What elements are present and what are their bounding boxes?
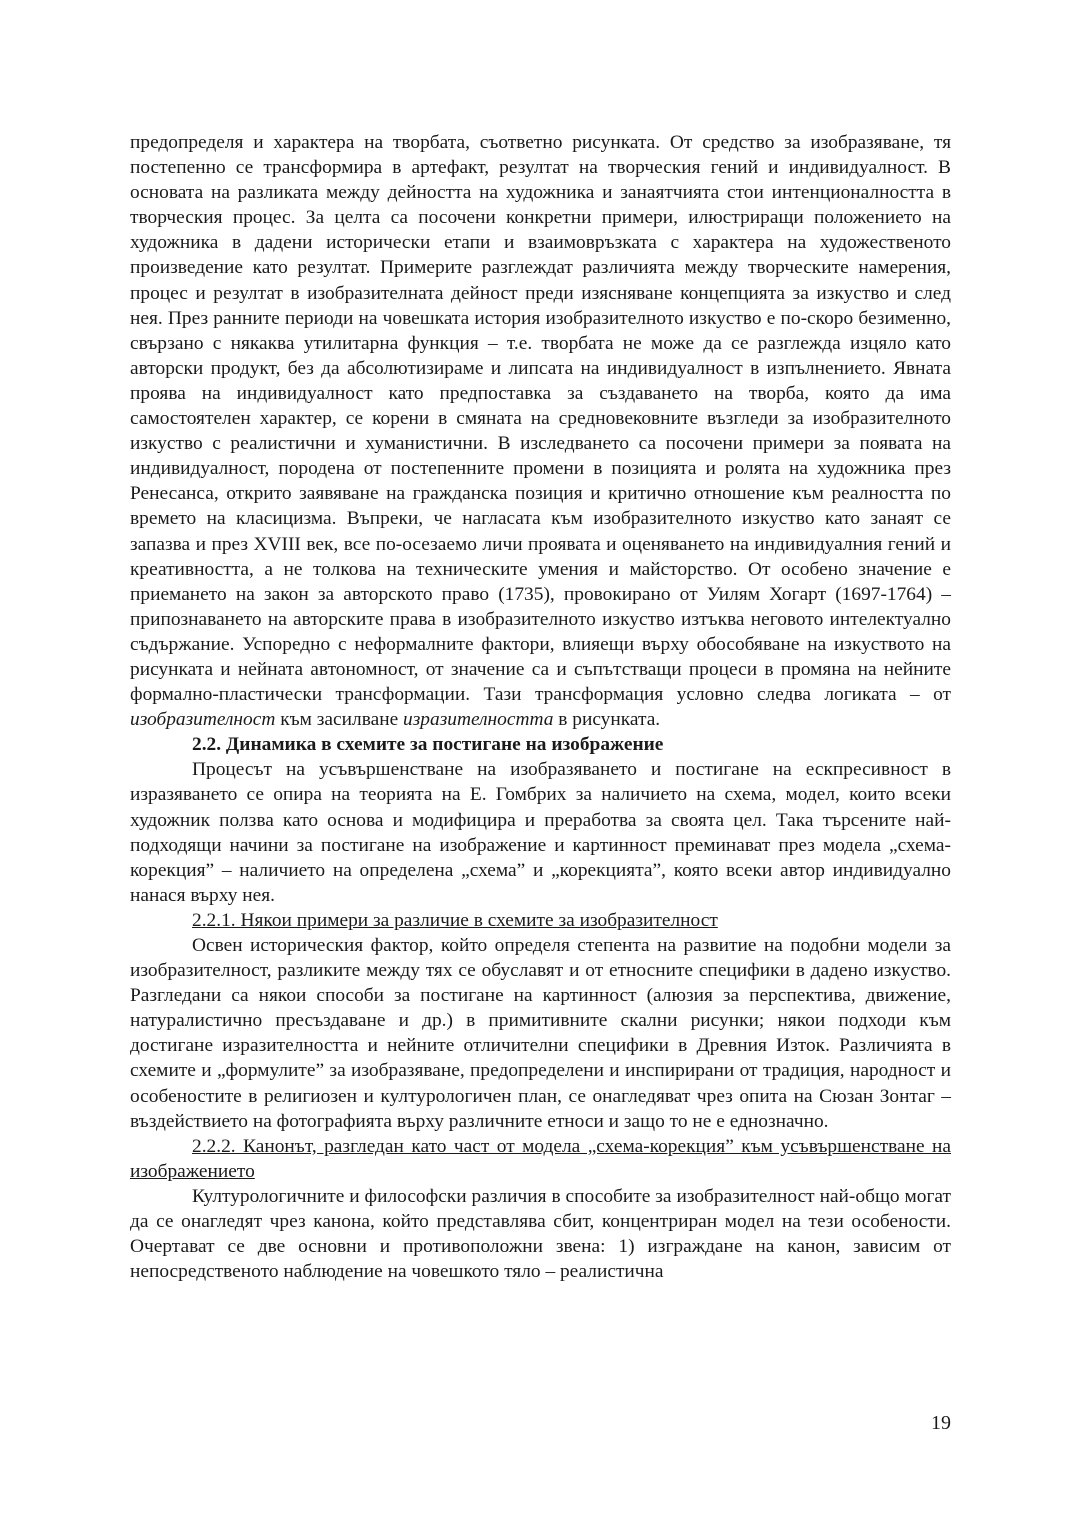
- paragraph-3: Освен историческия фактор, който определя степента на развитие на подобни модели за изобразителност, разликите между тях се обуславят и от етносните специфики в дадено изкуство. Разгледани са някои способи за постигане на картинност (алюзия за перспектива, движение, натуралистично пресъздаване и др.) в примитивните скални рисунки; някои подходи към достигане изразителността и нейните отличителни специфики в Древния Изток. Различията в схемите и „формулите” за изобразяване, предопределени и инспирирани от традиция, народност и особеностите в религиозен и културологичен план, се онагледяват чрез опита на Сюзан Зонтаг – въздействието на фотографията върху различните етноси и защо то не е еднозначно.: [130, 935, 951, 1132]
- page-number: 19: [931, 1412, 951, 1434]
- paragraph-1: предопределя и характера на творбата, съответно рисунката. От средство за изобразяване, тя постепенно се трансформира в артефакт, резултат на творческия гений и индивидуалност. В основата на разликата между дейността на художника и занаятчията стои интенционалността в творческия процес. За целта са посочени конкретни примери, илюстриращи положението на художника в дадени исторически етапи и взаимовръзката с характера на художественото произведение като резултат. Примерите разглеждат различията между творческите намерения, процес и резултат в изобразителната дейност преди изясняване концепцията за изкуство и след нея. През ранните периоди на човешката история изобразителното изкуство е по-скоро безименно, свързано с някаква утилитарна функция – т.е. творбата не може да се разглежда изцяло като авторски продукт, без да абсолютизираме и липсата на индивидуалност в изпълнението. Явната проява на индивидуалност като предпоставка за създаването на творба, която да има самостоятелен характер, се корени в смяната на средновековните възгледи за изобразителното изкуство с реалистични и хуманистични. В изследването са посочени примери за появата на индивидуалност, породена от постепенните промени в позицията и ролята на художника през Ренесанса, открито заявяване на гражданска позиция и критично отношение към реалността по времето на класицизма. Въпреки, че нагласата към изобразителното изкуство като занаят се запазва и през XVIII век, все по-осезаемо личи проявата и оценяването на индивидуалния гений и креативността, а не толкова на техническите умения и майсторство. От особено значение е приемането на закон за авторското право (1735), провокирано от Уилям Хогарт (1697-1764) – припознаването на авторските права в изобразителното изкуство изтъква неговото интелектуално съдържание. Успоредно с неформалните фактори, влияещи върху обособяване на изкуството на рисунката и нейната автономност, от значение са и съпътстващи процеси в промяна на нейните формално-пластически трансформации. Тази трансформация условно следва логиката – от изобразителност към засилване изразителността в рисунката.: [130, 132, 951, 731]
- subsection-heading-2-2-1: 2.2.1. Някои примери за различие в схемите за изобразителност: [192, 909, 718, 931]
- body-text: [130, 130, 951, 1284]
- emphasis-depiction: изобразителност: [130, 709, 276, 731]
- section-heading-2-2: 2.2. Динамика в схемите за постигане на изображение: [192, 734, 664, 756]
- paragraph-2: Процесът на усъвършенстване на изобразяването и постигане на ескпресивност в изразяването се опира на теорията на Е. Гомбрих за наличието на схема, модел, които всеки художник ползва като основа и модифицира и преработва за своята цел. Така търсените най-подходящи начини за постигане на изображение и картинност преминават през модела „схема-корекция” – наличието на определена „схема” и „корекцията”, която всеки автор индивидуално нанася върху нея.: [130, 759, 951, 906]
- subsection-heading-2-2-2: 2.2.2. Канонът, разгледан като част от модела „схема-корекция” към усъвършенстване на изображението: [130, 1135, 951, 1182]
- paragraph-4: Културологичните и философски различия в способите за изобразителност най-общо могат да се онагледят чрез канона, който представлява сбит, концентриран модел на тези особености. Очертават се две основни и противоположни звена: 1) изграждане на канон, зависим от непосредственото наблюдение на човешкото тяло – реалистична: [130, 1185, 951, 1283]
- emphasis-expressiveness: изразителността: [403, 709, 554, 731]
